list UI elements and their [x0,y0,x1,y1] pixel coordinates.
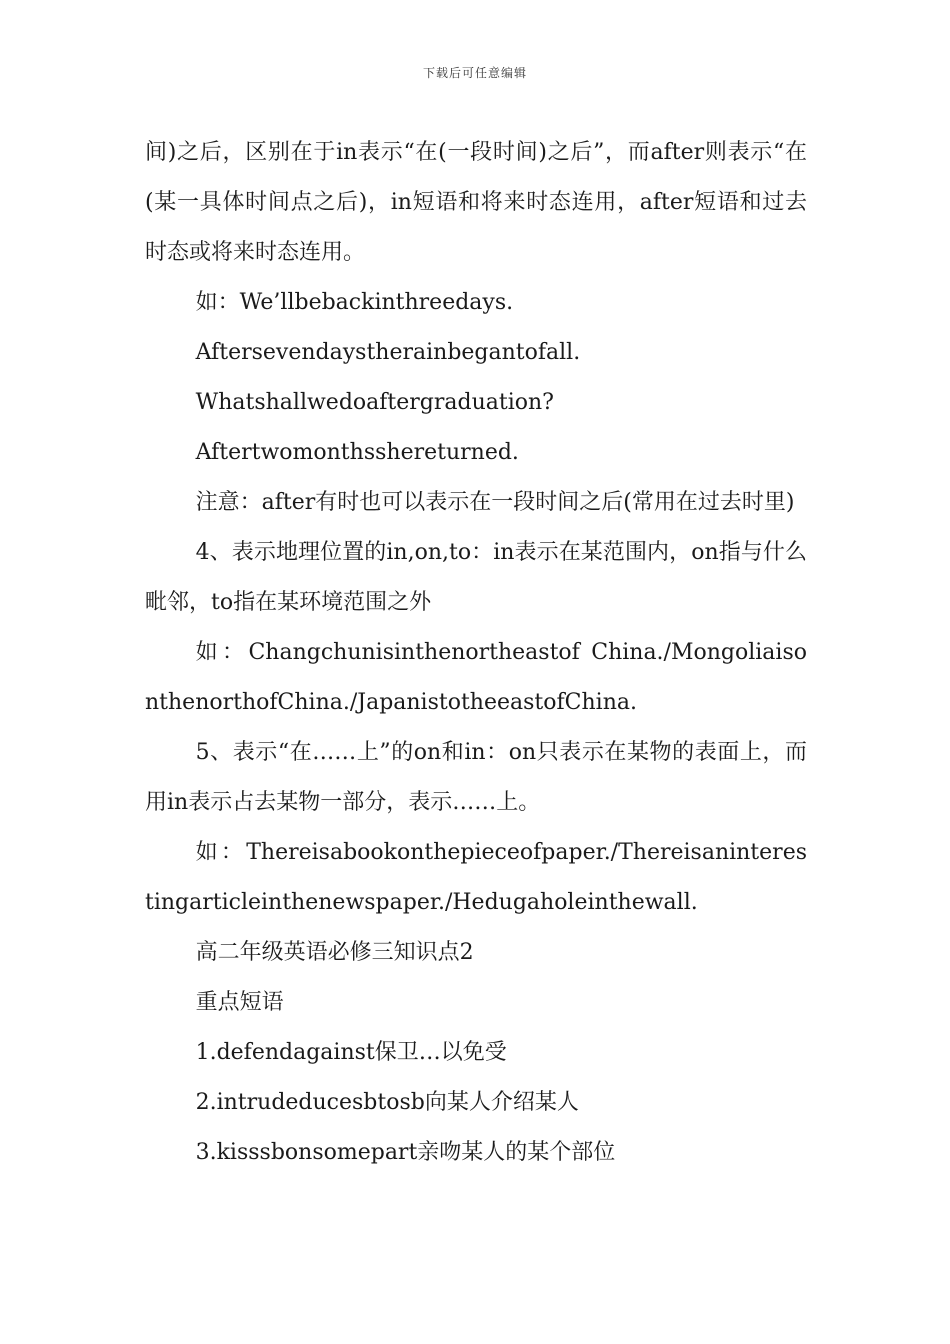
section-heading: 高二年级英语必修三知识点2 [195,940,474,965]
document-body [145,128,807,1178]
phrase-item-1: 1.defendagainst保卫…以免受 [195,1040,507,1065]
phrase-item-3: 3.kisssbonsomepart亲吻某人的某个部位 [195,1140,616,1165]
example-after-seven: Aftersevendaystherainbegantofall. [195,340,581,365]
example-in-three-days: 如：We’llbebackinthreedays. [195,290,514,315]
header-note: 下载后可任意编辑 [422,66,527,80]
example-on-in: 如：Thereisabookonthepieceofpaper./Thereisaninterestingarticleinthenewspaper./Hedugaholeinthewall. [145,840,807,915]
example-after-two-months: Aftertwomonthsshereturned. [195,440,519,465]
paragraph-in-after-difference: 间)之后，区别在于in表示“在(一段时间)之后”，而after则表示“在(某一具体时间点之后)，in短语和将来时态连用，after短语和过去时态或将来时态连用。 [145,140,807,265]
note-after-period: 注意：after有时也可以表示在一段时间之后(常用在过去时里) [195,490,795,515]
example-after-graduation: Whatshallwedoaftergraduation? [195,390,554,415]
phrase-item-2: 2.intrudeducesbtosb向某人介绍某人 [195,1090,579,1115]
example-geographic: 如：Changchunisinthenortheastof China./MongoliaisonthenorthofChina./JapanistotheeastofChina. [145,640,807,715]
rule-4-geographic-position: 4、表示地理位置的in,on,to：in表示在某范围内，on指与什么毗邻，to指在某环境范围之外 [145,540,807,615]
subheading-key-phrases: 重点短语 [195,990,284,1015]
rule-5-on-and-in: 5、表示“在……上”的on和in：on只表示在某物的表面上，而用in表示占去某物一部分，表示……上。 [145,740,807,815]
